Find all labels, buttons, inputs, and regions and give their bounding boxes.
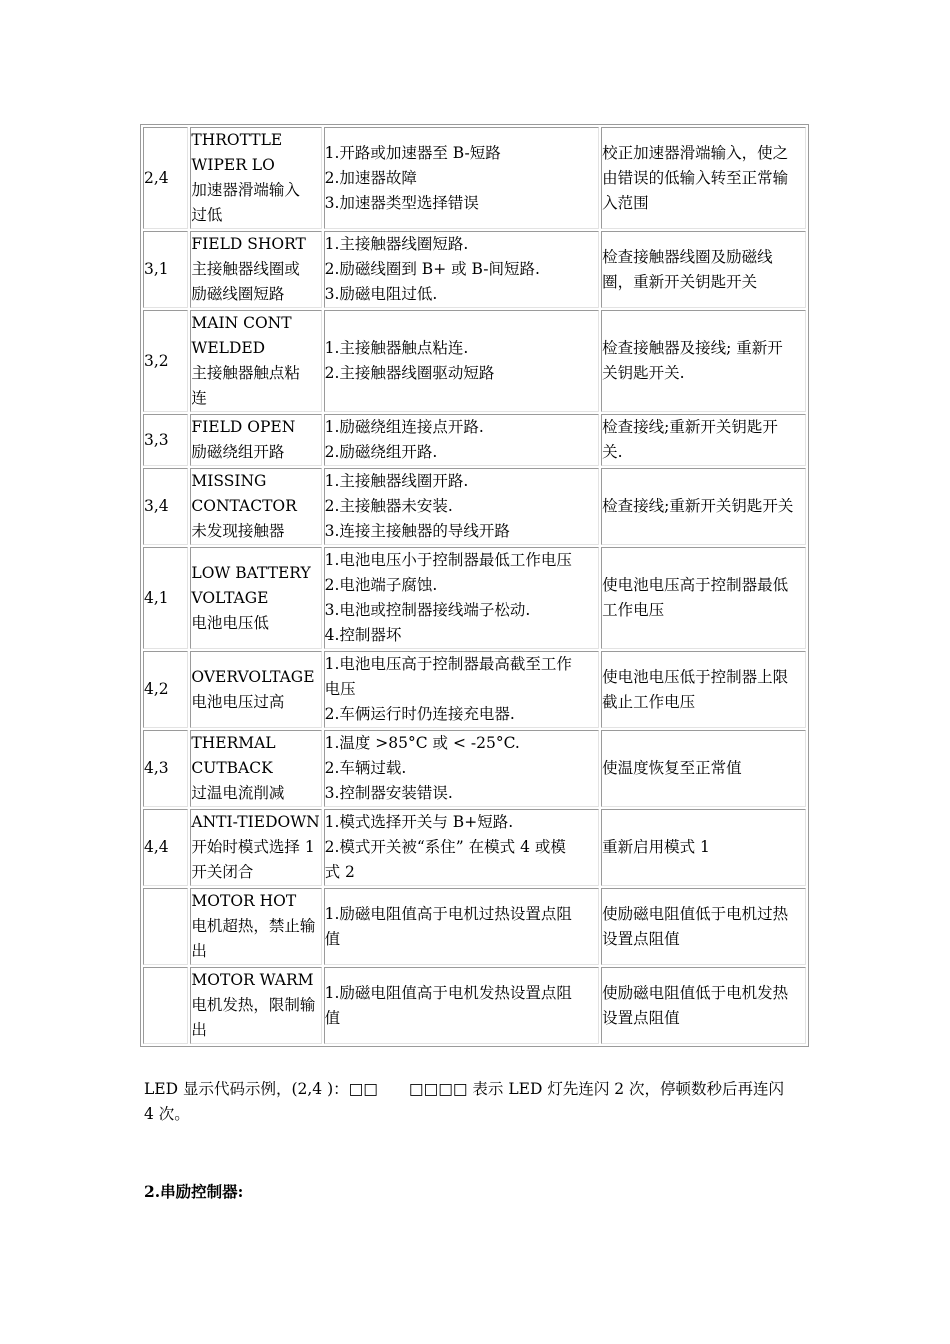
fault-name-line: MAIN CONT <box>191 314 292 332</box>
fault-name-line: 励磁线圈短路 <box>191 285 285 303</box>
fault-name-cell <box>190 127 321 229</box>
fault-table-body <box>143 127 806 1044</box>
fault-remedy-line: 圈，重新开关钥匙开关 <box>602 272 758 291</box>
fault-cause-line: 2.励磁线圈到 B+ 或 B-间短路. <box>324 260 540 278</box>
fault-cause-line: 2.加速器故障 <box>324 168 417 187</box>
fault-remedy-line: 检查接线;重新开关钥匙开关 <box>602 497 794 515</box>
fault-name-line: ANTI-TIEDOWN <box>191 813 320 831</box>
fault-name-cell <box>190 651 321 728</box>
table-row <box>143 888 806 965</box>
fault-name-line: 开关闭合 <box>191 863 254 881</box>
fault-cause-line: 3.励磁电阻过低. <box>324 285 438 303</box>
fault-name-cell <box>190 967 321 1044</box>
fault-code-cell: 4,2 <box>143 651 188 728</box>
fault-code-cell: 3,1 <box>143 231 188 308</box>
fault-remedy-cell <box>601 967 806 1044</box>
fault-remedy-cell <box>601 414 806 466</box>
fault-cause-line: 1.开路或加速器至 B-短路 <box>324 143 501 162</box>
fault-cause-cell <box>324 888 600 965</box>
fault-cause-line: 3.加速器类型选择错误 <box>324 193 479 212</box>
fault-remedy-line: 使励磁电阻值低于电机发热 <box>602 983 789 1002</box>
fault-name-line: CUTBACK <box>191 759 273 777</box>
fault-name-line: CONTACTOR <box>191 497 297 515</box>
table-row <box>143 414 806 466</box>
fault-cause-line: 2.主接触器未安装. <box>324 497 453 515</box>
fault-name-line: 过低 <box>191 206 223 224</box>
fault-cause-cell <box>324 651 600 728</box>
fault-remedy-line: 使温度恢复至正常值 <box>602 759 742 777</box>
fault-cause-line: 3.连接主接触器的导线开路 <box>324 522 510 540</box>
table-row <box>143 310 806 412</box>
fault-name-line: 主接触器线圈或 <box>191 260 300 278</box>
fault-remedy-cell <box>601 231 806 308</box>
fault-cause-line: 3.电池或控制器接线端子松动. <box>324 601 531 619</box>
fault-name-line: 电池电压低 <box>191 613 269 632</box>
fault-name-line: 连 <box>191 389 207 407</box>
fault-cause-line: 值 <box>324 1008 341 1027</box>
fault-name-line: MOTOR WARM <box>191 971 314 989</box>
fault-remedy-line: 设置点阻值 <box>602 1008 680 1027</box>
fault-remedy-line: 检查接触器线圈及励磁线 <box>602 247 773 266</box>
fault-name-cell <box>190 730 321 807</box>
fault-code-cell: 2,4 <box>143 127 188 229</box>
fault-name-line: 电机超热，禁止输 <box>191 917 316 935</box>
table-row <box>143 547 806 649</box>
fault-name-line: 开始时模式选择 1 <box>191 838 315 856</box>
fault-remedy-line: 由错误的低输入转至正常输 <box>602 168 789 187</box>
fault-cause-cell <box>324 414 600 466</box>
fault-name-line: THROTTLE <box>191 131 283 149</box>
note-line-2: 4 次。 <box>144 1105 190 1123</box>
fault-cause-line: 2.车俩运行时仍连接充电器. <box>324 705 515 723</box>
fault-name-line: FIELD OPEN <box>191 418 296 436</box>
fault-remedy-line: 校正加速器滑端输入，使之 <box>602 143 789 162</box>
fault-remedy-cell <box>601 888 806 965</box>
table-row <box>143 468 806 545</box>
fault-code-cell: 4,3 <box>143 730 188 807</box>
table-row <box>143 730 806 807</box>
fault-name-line: FIELD SHORT <box>191 235 306 253</box>
fault-name-line: 加速器滑端输入 <box>191 181 300 199</box>
fault-cause-cell <box>324 310 600 412</box>
fault-remedy-line: 检查接线;重新开关钥匙开 <box>602 418 778 436</box>
fault-name-line: 电机发热，限制输 <box>191 996 316 1014</box>
fault-name-line: OVERVOLTAGE <box>191 667 315 686</box>
fault-cause-line: 1.主接触器触点粘连. <box>324 339 469 357</box>
fault-cause-cell <box>324 231 600 308</box>
table-row <box>143 127 806 229</box>
fault-cause-line: 1.主接触器线圈开路. <box>324 472 469 490</box>
fault-code-cell: 3,4 <box>143 468 188 545</box>
fault-name-cell <box>190 547 321 649</box>
fault-remedy-cell <box>601 651 806 728</box>
fault-cause-line: 1.励磁电阻值高于电机发热设置点阻 <box>324 983 572 1002</box>
fault-cause-cell <box>324 127 600 229</box>
fault-remedy-line: 使电池电压低于控制器上限 <box>602 667 789 686</box>
fault-code-cell: 4,4 <box>143 809 188 886</box>
fault-cause-line: 1.温度 >85°C 或 < -25°C. <box>324 734 520 752</box>
fault-cause-line: 1.模式选择开关与 B+短路. <box>324 813 514 831</box>
fault-code-cell: 3,3 <box>143 414 188 466</box>
fault-cause-cell <box>324 809 600 886</box>
fault-cause-line: 2.车辆过载. <box>324 759 407 777</box>
fault-cause-line: 1.电池电压高于控制器最高截至工作 <box>324 655 572 673</box>
fault-name-line: VOLTAGE <box>191 588 269 607</box>
fault-cause-cell <box>324 468 600 545</box>
fault-name-cell <box>190 231 321 308</box>
fault-cause-line: 2.主接触器线圈驱动短路 <box>324 364 495 382</box>
fault-remedy-cell <box>601 127 806 229</box>
fault-cause-cell <box>324 547 600 649</box>
fault-remedy-line: 关. <box>602 443 623 461</box>
fault-name-line: 出 <box>191 942 207 960</box>
fault-cause-line: 2.励磁绕组开路. <box>324 443 438 461</box>
table-row <box>143 231 806 308</box>
fault-remedy-line: 关钥匙开关. <box>602 364 685 382</box>
fault-cause-line: 1.主接触器线圈短路. <box>324 235 469 253</box>
fault-cause-cell <box>324 730 600 807</box>
fault-name-line: WELDED <box>191 339 266 357</box>
fault-name-cell <box>190 414 321 466</box>
fault-remedy-line: 检查接触器及接线; 重新开 <box>602 339 783 357</box>
fault-remedy-line: 使励磁电阻值低于电机过热 <box>602 904 789 923</box>
fault-remedy-line: 重新启用模式 1 <box>602 838 710 856</box>
fault-cause-line: 式 2 <box>324 863 355 881</box>
fault-cause-line: 4.控制器坏 <box>324 626 402 644</box>
fault-remedy-line: 截止工作电压 <box>602 692 696 711</box>
fault-name-line: MISSING <box>191 472 267 490</box>
led-code-note <box>144 1077 808 1127</box>
table-row <box>143 967 806 1044</box>
fault-remedy-cell <box>601 468 806 545</box>
fault-remedy-line: 入范围 <box>602 193 649 212</box>
table-row <box>143 809 806 886</box>
fault-remedy-line: 设置点阻值 <box>602 929 680 948</box>
fault-remedy-cell <box>601 547 806 649</box>
fault-name-cell <box>190 310 321 412</box>
fault-name-cell <box>190 468 321 545</box>
fault-name-line: 主接触器触点粘 <box>191 364 300 382</box>
fault-name-line: MOTOR HOT <box>191 892 297 910</box>
fault-name-line: WIPER LO <box>191 156 275 174</box>
fault-remedy-line: 使电池电压高于控制器最低 <box>602 576 789 594</box>
fault-name-line: 出 <box>191 1021 207 1039</box>
fault-name-line: 励磁绕组开路 <box>191 443 285 461</box>
fault-cause-line: 1.励磁电阻值高于电机过热设置点阻 <box>324 904 572 923</box>
fault-cause-line: 3.控制器安装错误. <box>324 784 453 802</box>
fault-remedy-line: 工作电压 <box>602 601 665 619</box>
note-line-1: LED 显示代码示例，(2,4 )：□□ □□□□ 表示 LED 灯先连闪 2 次，停顿数秒后再连闪 <box>144 1080 785 1098</box>
fault-name-line: THERMAL <box>191 734 276 752</box>
fault-name-line: 过温电流削减 <box>191 784 285 802</box>
fault-name-cell <box>190 888 321 965</box>
fault-cause-line: 1.励磁绕组连接点开路. <box>324 418 484 436</box>
fault-remedy-cell <box>601 730 806 807</box>
fault-cause-line: 1.电池电压小于控制器最低工作电压 <box>324 551 572 569</box>
fault-cause-line: 电压 <box>324 680 356 698</box>
fault-remedy-cell <box>601 809 806 886</box>
fault-code-cell: 3,2 <box>143 310 188 412</box>
fault-code-cell <box>143 967 188 1044</box>
fault-name-cell <box>190 809 321 886</box>
fault-code-cell <box>143 888 188 965</box>
fault-name-line: 电池电压过高 <box>191 692 285 711</box>
fault-name-line: LOW BATTERY <box>191 563 311 582</box>
fault-cause-line: 值 <box>324 929 341 948</box>
fault-cause-cell <box>324 967 600 1044</box>
fault-code-cell: 4,1 <box>143 547 188 649</box>
fault-cause-line: 2.模式开关被“系住” 在模式 4 或模 <box>324 838 566 856</box>
fault-name-line: 未发现接触器 <box>191 522 285 540</box>
fault-remedy-cell <box>601 310 806 412</box>
table-row <box>143 651 806 728</box>
section-heading: 2.串励控制器: <box>144 1182 244 1201</box>
fault-cause-line: 2.电池端子腐蚀. <box>324 576 438 594</box>
fault-code-table <box>140 124 809 1047</box>
